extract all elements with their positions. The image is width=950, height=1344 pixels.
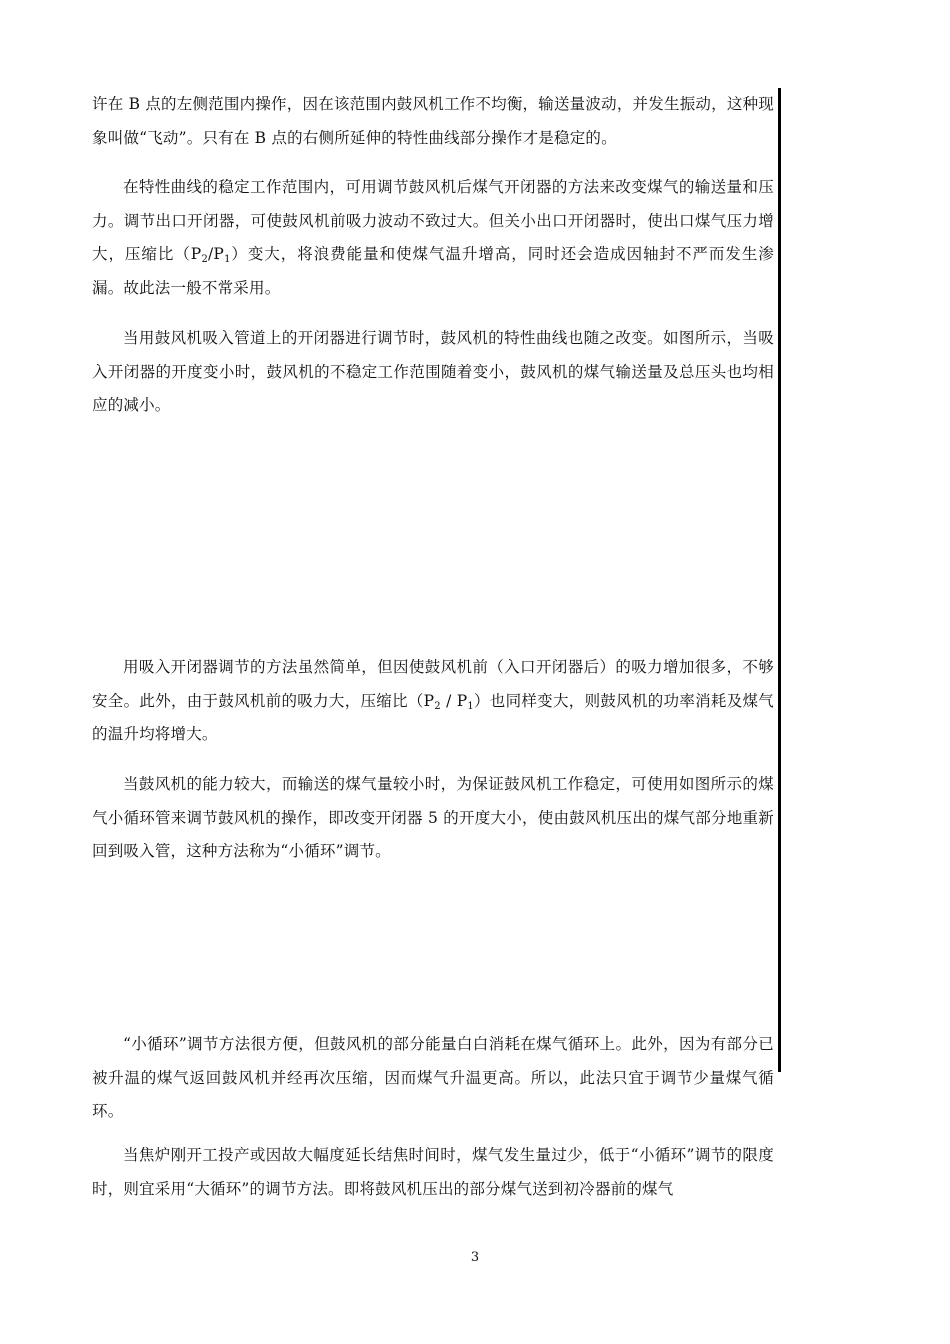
margin-rule bbox=[778, 88, 781, 1072]
page-number: 3 bbox=[470, 1250, 480, 1265]
paragraph-6: “小循环”调节方法很方便，但鼓风机的部分能量白白消耗在煤气循环上。此外，因为有部分已被升温的煤气返回鼓风机并经再次压缩，因而煤气升温更高。所以，此法只宜于调节少量煤气循环。 bbox=[92, 1035, 774, 1120]
paragraph-4: 用吸入开闭器调节的方法虽然简单，但因使鼓风机前（入口开闭器后）的吸力增加很多，不够安全。此外，由于鼓风机前的吸力大，压缩比$(P_2 / P_1)$也同样变大，则鼓风机的功率消耗及煤气的温升均将增大。 bbox=[92, 658, 774, 743]
paragraph-5: 当鼓风机的能力较大，而输送的煤气量较小时，为保证鼓风机工作稳定，可使用如图所示的煤气小循环管来调节鼓风机的操作，即改变开闭器 5 的开度大小，使由鼓风机压出的煤气部分地重新回到吸入管，这种方法称为“小循环”调节。 bbox=[92, 775, 774, 860]
paragraph-2: 在特性曲线的稳定工作范围内，可用调节鼓风机后煤气开闭器的方法来改变煤气的输送量和压力。调节出口开闭器，可使鼓风机前吸力波动不致过大。但关小出口开闭器时，使出口煤气压力增大，压缩比$(P_2/P_1)$变大，将浪费能量和使煤气温升增高，同时还会造成因轴封不严而发生渗漏。故此法一般不常采用。 bbox=[92, 178, 774, 297]
paragraph-3: 当用鼓风机吸入管道上的开闭器进行调节时，鼓风机的特性曲线也随之改变。如图所示，当吸入开闭器的开度变小时，鼓风机的不稳定工作范围随着变小，鼓风机的煤气输送量及总压头也均相应的减小。 bbox=[92, 329, 774, 414]
paragraph-1: 许在 B 点的左侧范围内操作，因在该范围内鼓风机工作不均衡，输送量波动，并发生振动，这种现象叫做“飞动”。只有在 B 点的右侧所延伸的特性曲线部分操作才是稳定的。 bbox=[92, 95, 774, 147]
paragraph-7: 当焦炉刚开工投产或因故大幅度延长结焦时间时，煤气发生量过少，低于“小循环”调节的限度时，则宜采用“大循环”的调节方法。即将鼓风机压出的部分煤气送到初冷器前的煤气 bbox=[92, 1146, 774, 1198]
